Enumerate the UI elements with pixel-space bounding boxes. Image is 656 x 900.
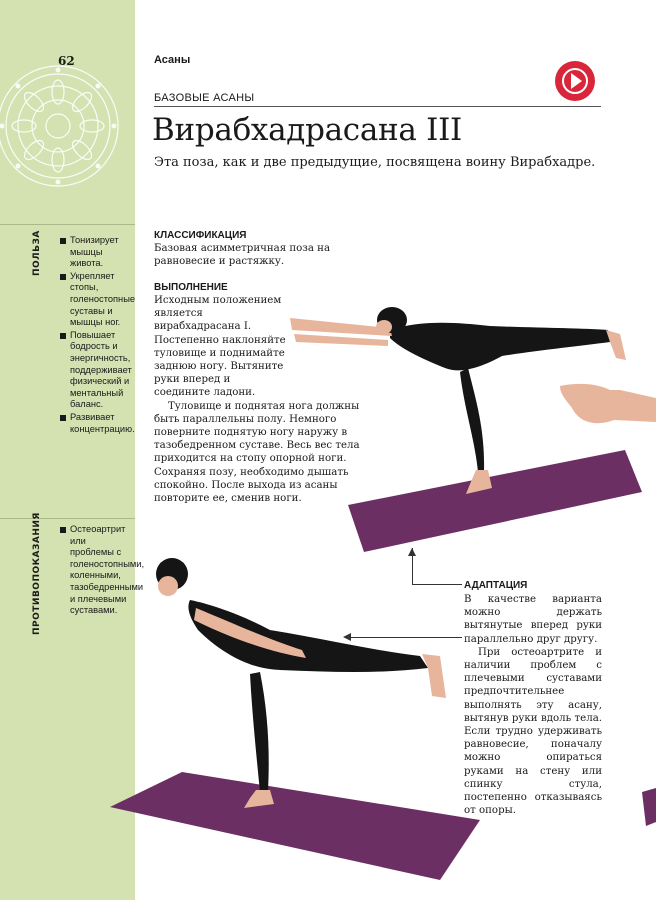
yoga-mat [110, 772, 480, 880]
list-item: Укрепляет стопы, голеностопные суставы и мышцы ног. [60, 271, 130, 329]
pose-photo-main [280, 290, 656, 560]
execution-paragraph-1: Исходным положением является вирабхадрасана I. Постепенно наклоняйте туловище и поднимайте заднюю ногу. Вытяните руки вперед и соедините ладони. [154, 295, 286, 399]
classification-text: Базовая асимметричная поза на равновесие и растяжку. [154, 243, 331, 268]
list-item: Развивает концентрацию. [60, 412, 130, 435]
kicker: БАЗОВЫЕ АСАНЫ [154, 92, 255, 104]
list-item: Повышает бодрость и энергичность, поддерживает физический и ментальный баланс. [60, 330, 130, 411]
adaptation-heading: АДАПТАЦИЯ [464, 580, 528, 591]
benefits-divider [0, 224, 135, 225]
contraindications-divider [0, 518, 135, 519]
page-title: Вирабхадрасана III [152, 112, 462, 148]
section-name: Асаны [154, 54, 191, 66]
benefits-list [60, 235, 136, 436]
list-item: Тонизирует мышцы живота. [60, 235, 130, 270]
yoga-mat [348, 450, 642, 552]
execution-heading: ВЫПОЛНЕНИЕ [154, 282, 228, 293]
benefits-label: ПОЛЬЗА [32, 230, 42, 276]
play-triangle-icon [571, 73, 582, 89]
classification-heading: КЛАССИФИКАЦИЯ [154, 230, 247, 241]
page-number: 62 [58, 54, 75, 68]
execution-paragraph-2: Туловище и поднятая нога должны быть параллельны полу. Немного поверните поднятую ногу наружу в тазобедренном суставе. Весь вес тела приходится на стопу опорной ноги. Сохраняя позу, необходимо дышать спокойно. После выхода из асаны повторите ее, сменив ноги. [154, 400, 360, 505]
mandala-ornament [0, 62, 122, 190]
contraindications-label: ПРОТИВОПОКАЗАНИЯ [32, 512, 42, 635]
play-video-button[interactable] [555, 61, 595, 101]
pose-photo-adaptation [110, 552, 656, 892]
adaptation-paragraph-1: В качестве варианта можно держать вытянутые вперед руки параллельно друг другу. [464, 594, 602, 645]
yoga-mat-edge [642, 788, 656, 826]
list-item: Остеоартрит или проблемы с голеностопными, коленными, тазобедренными и плечевыми суставами. [60, 524, 130, 617]
kicker-rule [154, 106, 601, 107]
page-subtitle: Эта поза, как и две предыдущие, посвящена воину Вирабхадре. [154, 155, 596, 170]
adaptation-paragraph-2: При остеоартрите и наличии проблем с плечевыми суставами предпочтительнее выполнять эту асану, вытянув руки вдоль тела. Если трудно удерживать равновесие, поначалу можно опираться руками на стену или спинку стула, постепенно отказываясь от опоры. [464, 646, 602, 817]
